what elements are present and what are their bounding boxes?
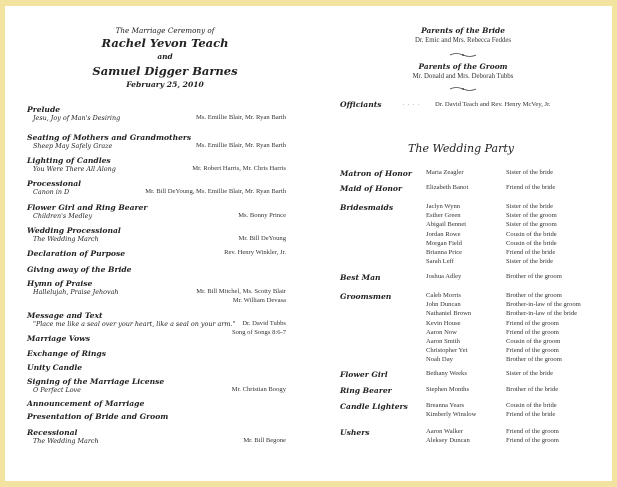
party-member-name: Stephen Months (426, 386, 470, 393)
program-heading: Presentation of Bride and Groom (27, 412, 169, 421)
ceremony-intro: The Marriage Ceremony of (115, 26, 215, 35)
party-member-name: Kimberly Winslow (426, 411, 477, 419)
party-member-name: Elizabeth Banot (426, 184, 469, 191)
ornament-divider-icon (449, 86, 477, 92)
party-member-name: Kevin House (426, 319, 461, 327)
program-heading: Message and Text (27, 311, 103, 320)
party-member-relation: Brother of the groom (506, 356, 562, 364)
party-member-name: Aaron Walker (426, 428, 463, 435)
program-performers: Mr. Bill DeYoung (238, 235, 286, 242)
party-member-relation: Friend of the bride (506, 411, 556, 419)
party-member-relation: Sister of the groom (506, 212, 557, 220)
party-member-name: Noah Day (426, 356, 453, 364)
party-member-relation: Brother-in-law of the bride (506, 310, 578, 318)
party-member-relation: Sister of the groom (506, 221, 557, 229)
party-role: Ushers (340, 428, 370, 437)
program-heading: Marriage Vows (27, 334, 90, 343)
party-member-name: Morgan Field (426, 239, 462, 247)
program-sheet (5, 6, 612, 481)
wedding-date: February 25, 2010 (126, 80, 204, 89)
party-member-name: Caleb Morris (426, 292, 461, 299)
and-text: and (157, 52, 173, 61)
party-member-relation: Cousin of the bride (506, 230, 557, 238)
party-member-relation: Sister of the bride (506, 203, 554, 210)
officiants-label: Officiants (340, 100, 382, 109)
parents-bride-names: Dr. Emic and Mrs. Rebecca Feddes (414, 37, 512, 44)
program-heading: Declaration of Purpose (27, 249, 126, 258)
wedding-party-title: The Wedding Party (408, 142, 514, 155)
program-performers: Dr. David Tubbs (242, 320, 286, 327)
program-heading: Hymn of Praise (27, 279, 93, 288)
party-role: Flower Girl (340, 370, 388, 379)
party-member-name: Aaron Now (426, 328, 457, 336)
program-performers: Mr. Bill Begone (243, 437, 286, 444)
program-heading: Signing of the Marriage License (27, 377, 165, 386)
program-performers: Song of Songs 8:6-7 (231, 329, 286, 336)
party-role: Maid of Honor (340, 184, 402, 193)
program-performers: Ms. Emillie Blair, Mr. Ryan Barth (196, 114, 286, 121)
program-heading: Processional (27, 179, 82, 188)
party-role: Bridesmaids (340, 203, 394, 212)
party-member-relation: Sister of the bride (506, 370, 554, 377)
bride-name: Rachel Yevon Teach (101, 36, 229, 50)
party-role: Matron of Honor (340, 169, 412, 178)
party-member-relation: Cousin of the bride (506, 239, 557, 247)
party-member-name: John Duncan (426, 301, 461, 309)
party-member-name: Jordan Rowe (426, 230, 461, 238)
program-subtitle: The Wedding March (33, 235, 99, 243)
party-member-relation: Cousin of the groom (506, 338, 561, 345)
program-performers: Ms. Emillie Blair, Mr. Ryan Barth (196, 142, 286, 149)
program-subtitle: Canon in D (33, 188, 70, 196)
party-member-name: Joshua Adley (426, 273, 462, 280)
program-subtitle: Jesu, Joy of Man's Desiring (33, 114, 121, 122)
party-member-name: Aleksey Duncan (426, 437, 470, 445)
party-member-name: Aaron Smith (426, 338, 460, 345)
party-member-relation: Friend of the groom (506, 437, 559, 445)
officiants-dots: . . . . (403, 101, 421, 107)
party-member-relation: Friend of the groom (506, 319, 559, 327)
party-member-relation: Brother-in-law of the groom (506, 301, 581, 309)
party-role: Candle Lighters (340, 402, 408, 411)
party-member-relation: Friend of the groom (506, 347, 559, 355)
program-subtitle: Sheep May Safely Graze (33, 142, 113, 150)
program-performers: Mr. Christian Boogy (231, 386, 286, 393)
program-subtitle: The Wedding March (33, 437, 99, 445)
parents-bride-title: Parents of the Bride (421, 26, 505, 35)
party-member-relation: Sister of the bride (506, 169, 554, 176)
ornament-divider-icon (449, 52, 477, 58)
program-heading: Giving away of the Bride (27, 265, 132, 274)
program-heading: Seating of Mothers and Grandmothers (27, 133, 192, 142)
party-member-name: Christopher Yet (426, 347, 468, 355)
party-member-relation: Friend of the bride (506, 249, 556, 256)
program-subtitle: Children's Medley (33, 212, 93, 220)
party-member-relation: Brother of the groom (506, 273, 562, 280)
party-member-name: Jaclyn Wynn (426, 203, 461, 210)
party-member-relation: Cousin of the bride (506, 402, 557, 409)
party-member-name: Breanna Years (426, 402, 465, 409)
party-member-name: Abigail Bennet (426, 221, 467, 229)
program-performers: Mr. Bill DeYoung, Ms. Emillie Blair, Mr. Ryan Barth (145, 188, 286, 195)
parents-groom-title: Parents of the Groom (418, 62, 508, 71)
program-performers: Rev. Henry Winkler, Jr. (224, 249, 286, 256)
program-subtitle: You Were There All Along (33, 165, 116, 173)
program-heading: Wedding Processional (27, 226, 121, 235)
parents-groom-names: Mr. Donald and Mrs. Deborah Tubbs (412, 73, 514, 80)
party-member-relation: Brother of the groom (506, 292, 562, 299)
program-heading: Exchange of Rings (27, 349, 106, 358)
party-member-name: Maria Zeagler (426, 169, 464, 176)
party-member-name: Bethany Weeks (426, 370, 467, 377)
program-heading: Lighting of Candles (27, 156, 111, 165)
program-heading: Prelude (27, 105, 61, 114)
party-member-name: Esther Green (426, 212, 461, 220)
party-member-relation: Friend of the bride (506, 184, 556, 191)
party-member-relation: Brother of the bride (506, 386, 559, 393)
program-performers: Mr. William Devasa (232, 297, 286, 304)
program-heading: Flower Girl and Ring Bearer (27, 203, 148, 212)
party-member-name: Brianna Price (426, 249, 463, 256)
program-subtitle: O Perfect Love (33, 386, 81, 394)
party-role: Ring Bearer (340, 386, 392, 395)
party-member-relation: Friend of the groom (506, 328, 559, 336)
party-member-relation: Friend of the groom (506, 428, 559, 435)
program-subtitle: "Place me like a seal over your heart, like a seal on your arm." (33, 320, 236, 328)
program-performers: Mr. Robert Harris, Mr. Chris Harris (192, 165, 286, 172)
party-role: Best Man (340, 273, 381, 282)
party-member-name: Nathaniel Brown (426, 310, 472, 318)
program-heading: Unity Candle (27, 363, 83, 372)
party-member-name: Sarah Leff (426, 258, 454, 266)
party-member-relation: Sister of the bride (506, 258, 554, 266)
party-role: Groomsmen (340, 292, 392, 301)
officiants-names: Dr. David Teach and Rev. Henry McVey, Jr. (435, 101, 551, 108)
program-heading: Announcement of Marriage (27, 399, 145, 408)
groom-name: Samuel Digger Barnes (92, 64, 238, 78)
program-performers: Mr. Bill Mitchel, Ms. Scotty Blair (196, 288, 286, 295)
program-performers: Ms. Bonny Prince (238, 212, 286, 219)
program-subtitle: Hallelujah, Praise Jehovah (33, 288, 119, 296)
program-heading: Recessional (27, 428, 78, 437)
